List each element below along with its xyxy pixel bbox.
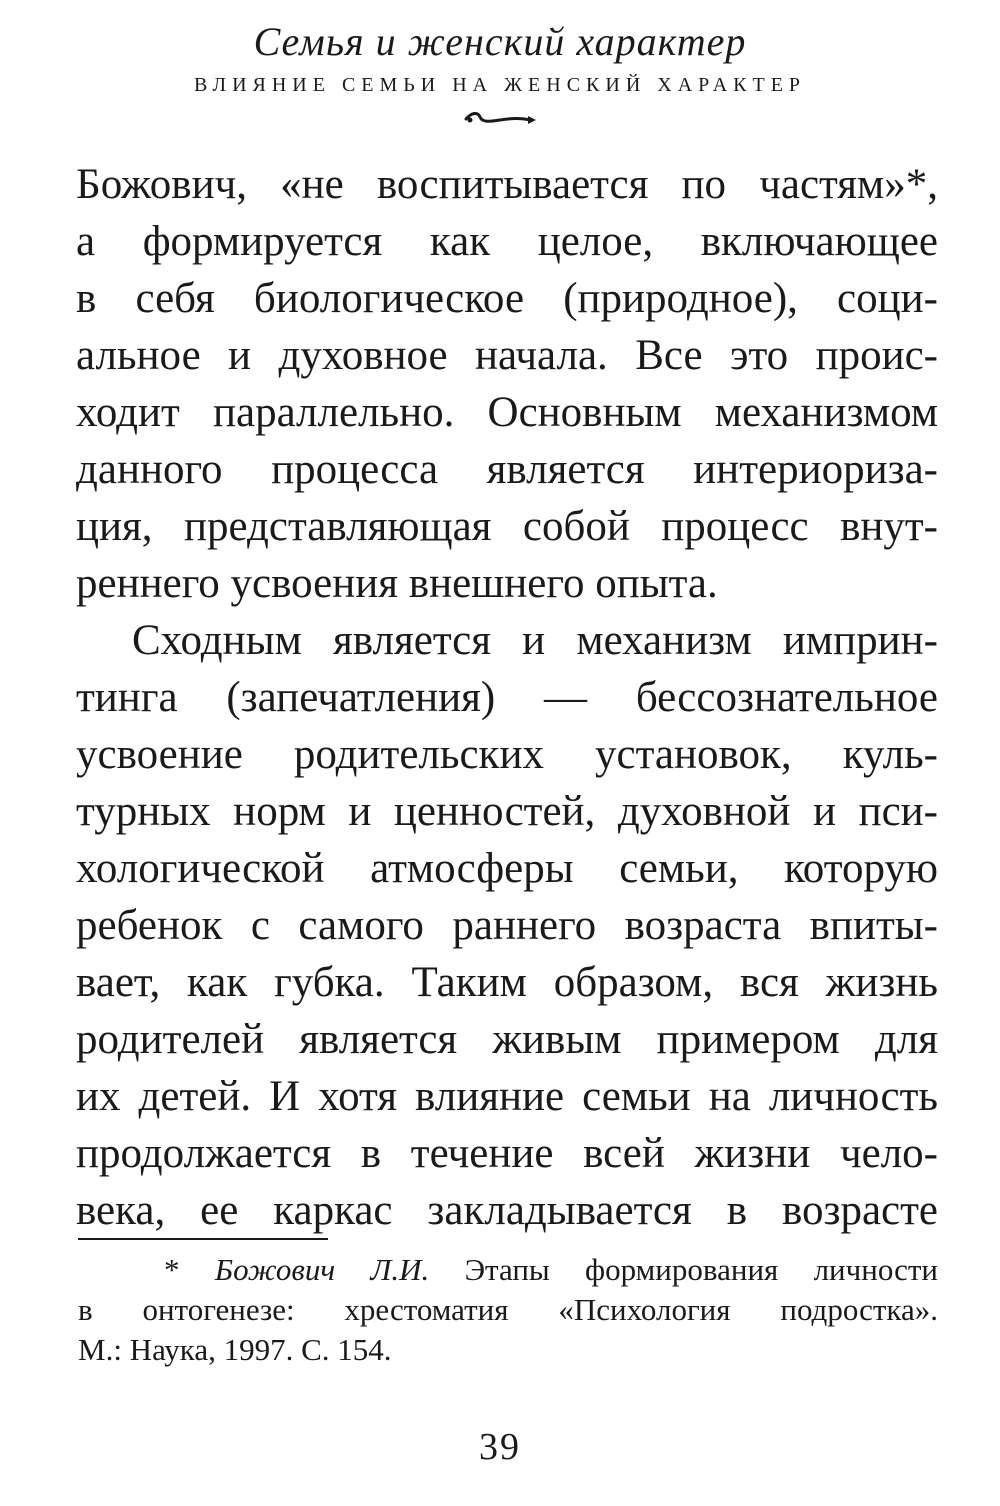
footnote-line xyxy=(78,1250,938,1290)
text-line: хологической атмосферы семьи, которую xyxy=(76,845,938,892)
footnote-author: Божович Л.И. xyxy=(214,1252,430,1287)
text-line: ция, представляющая собой процесс внут- xyxy=(76,503,938,550)
footnote-title: Этапы формирования личности xyxy=(464,1252,938,1287)
text-line: ребенок с самого раннего возраста впиты- xyxy=(76,902,938,949)
page-number: 39 xyxy=(479,1426,521,1468)
text-line: в себя биологическое (природное), соци- xyxy=(76,275,938,322)
footnote-divider xyxy=(78,1238,328,1240)
footnote-line: М.: Наука, 1997. С. 154. xyxy=(78,1332,392,1367)
text-line: турных норм и ценностей, духовной и пси- xyxy=(76,788,938,835)
footnote xyxy=(78,1250,938,1370)
text-line: их детей. И хотя влияние семьи на личность xyxy=(76,1073,938,1120)
text-line: данного процесса является интериориза- xyxy=(76,446,938,493)
text-line: Сходным является и механизм имприн- xyxy=(132,617,938,664)
footnote-line: в онтогенезе: хрестоматия «Психология подростка». xyxy=(78,1292,938,1327)
main-text xyxy=(76,156,938,1239)
text-line: продолжается в течение всей жизни чело- xyxy=(76,1130,938,1177)
text-line: Божович, «не воспитывается по частям»*, xyxy=(76,161,938,208)
footnote-marker: * xyxy=(164,1252,180,1287)
running-title: Семья и женский характер xyxy=(253,19,747,64)
flourish-divider-icon xyxy=(462,108,538,130)
text-line: альное и духовное начала. Все это проис- xyxy=(76,332,938,379)
text-line: реннего усвоения внешнего опыта. xyxy=(76,560,718,607)
text-line: века, ее каркас закладывается в возрасте xyxy=(76,1187,938,1234)
running-subtitle: ВЛИЯНИЕ СЕМЬИ НА ЖЕНСКИЙ ХАРАКТЕР xyxy=(193,74,807,96)
text-line: вает, как губка. Таким образом, вся жизнь xyxy=(76,959,938,1006)
text-line: усвоение родительских установок, куль- xyxy=(76,731,938,778)
text-line: родителей является живым примером для xyxy=(76,1016,938,1063)
text-line: ходит параллельно. Основным механизмом xyxy=(76,389,938,436)
text-line: а формируется как целое, включающее xyxy=(76,218,938,265)
text-line: тинга (запечатления) — бессознательное xyxy=(76,674,938,721)
